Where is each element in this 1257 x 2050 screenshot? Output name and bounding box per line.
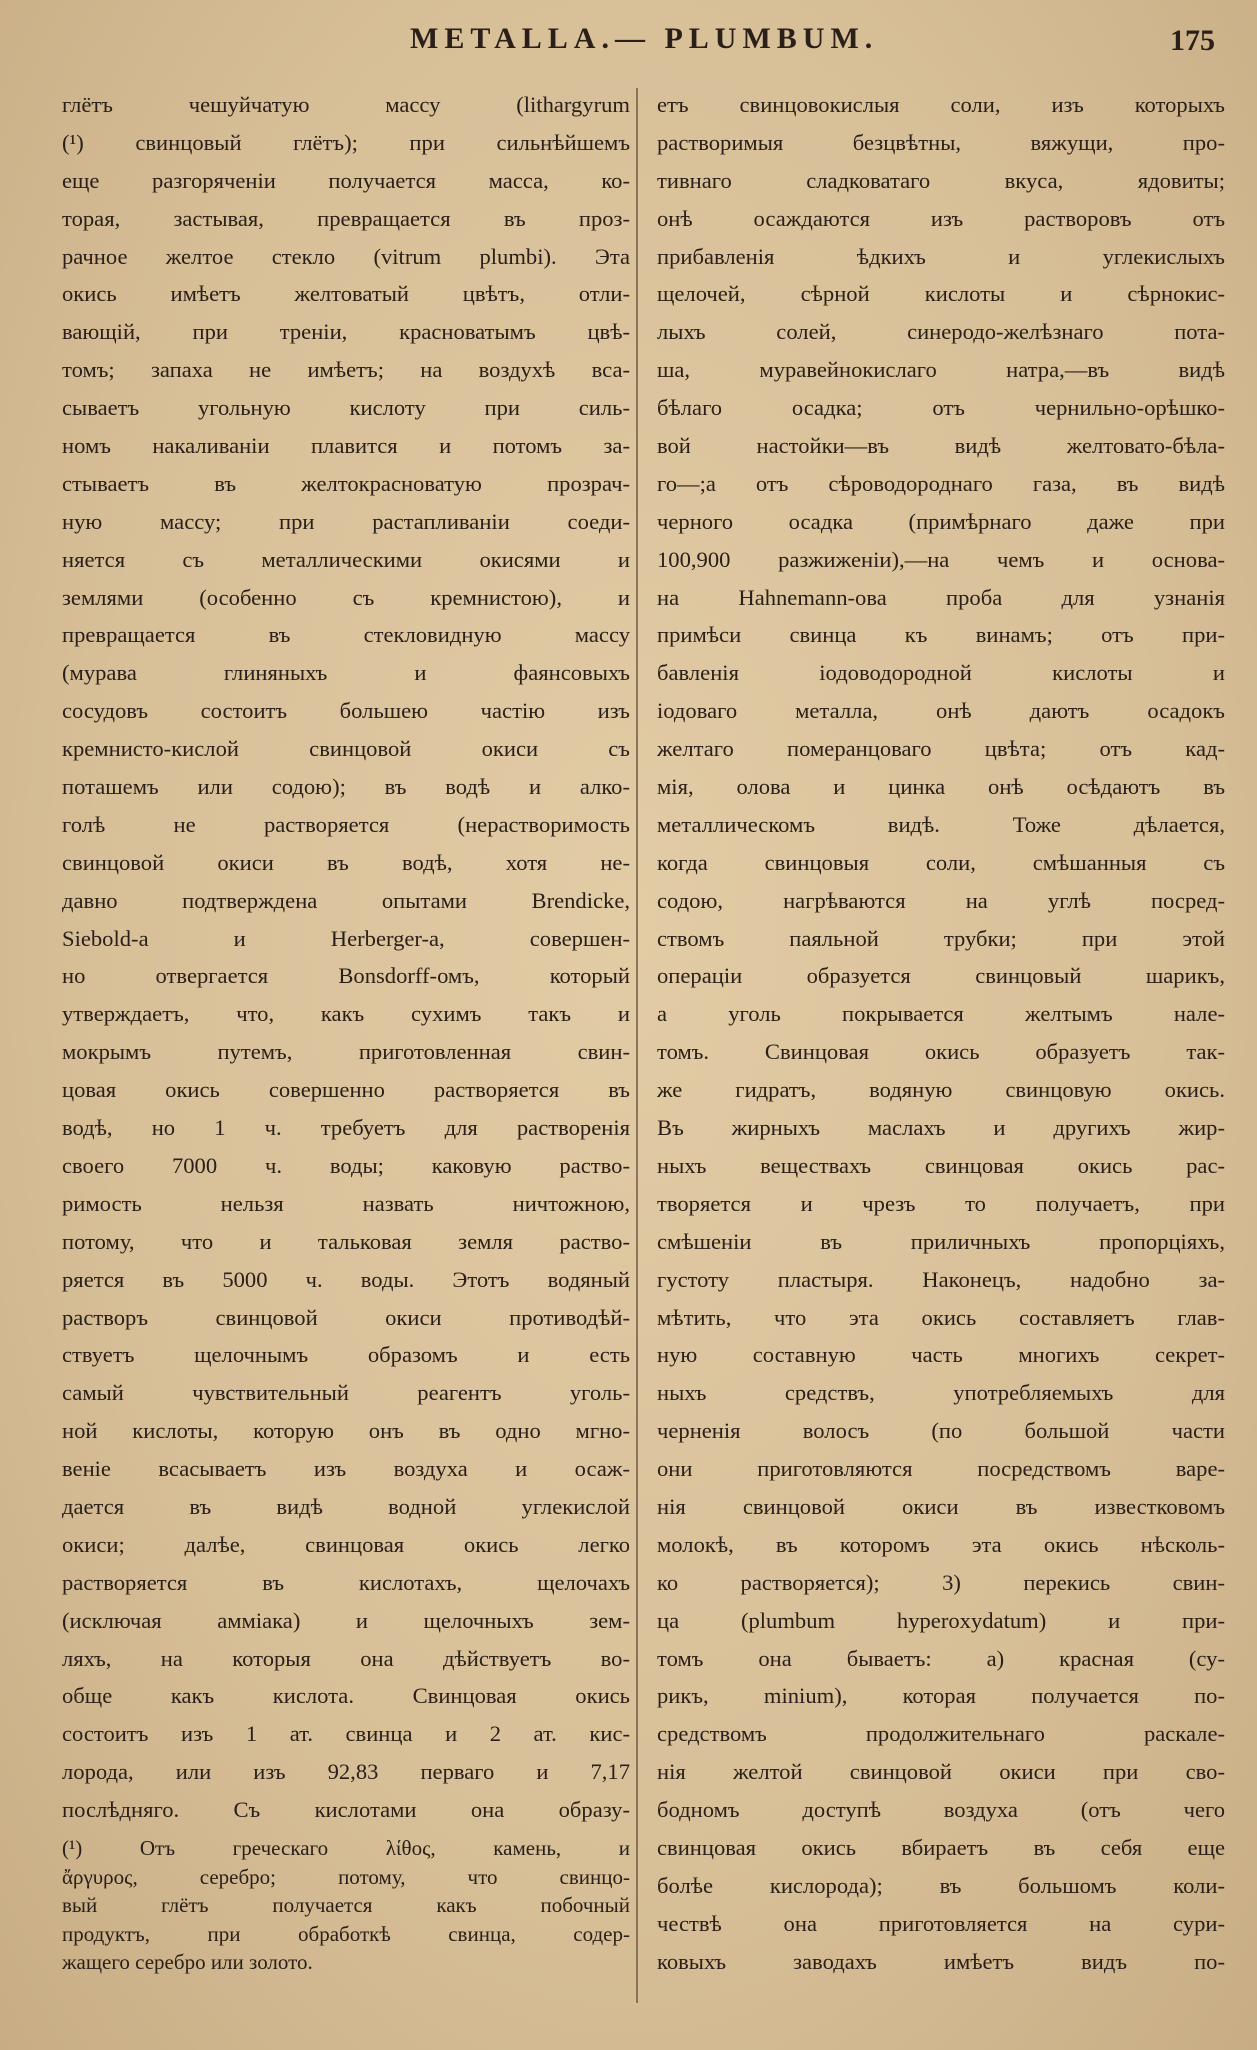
right-column-line: ныхъ средствъ, употребляемыхъ для <box>657 1380 1225 1406</box>
right-column-line: содою, нагрѣваются на углѣ посред- <box>657 887 1225 913</box>
left-column-line: кремнисто-кислой свинцовой окиси съ <box>62 736 630 762</box>
right-column-line: онѣ осаждаются изъ растворовъ отъ <box>657 205 1225 231</box>
right-column-line: ша, муравейнокислаго натра,—въ видѣ <box>657 357 1225 383</box>
left-column-line: водѣ, но 1 ч. требуетъ для растворенія <box>62 1115 630 1141</box>
left-column-line: землями (особенно съ кремнистою), и <box>62 584 630 610</box>
right-column-line: щелочей, сѣрной кислоты и сѣрнокис- <box>657 281 1225 307</box>
right-column-line: бѣлаго осадка; отъ чернильно-орѣшко- <box>657 395 1225 421</box>
right-column-line: на Hahnemann-ова проба для узнанія <box>657 584 1225 610</box>
right-column-line: ную составную часть многихъ секрет- <box>657 1342 1225 1368</box>
right-column-line: етъ свинцовокислыя соли, изъ которыхъ <box>657 92 1225 117</box>
right-column-line: го—;а отъ сѣроводороднаго газа, въ видѣ <box>657 470 1225 496</box>
left-column-line: сываетъ угольную кислоту при силь- <box>62 395 630 421</box>
left-column-line: поташемъ или содою); въ водѣ и алко- <box>62 774 630 800</box>
right-column-line: томъ. Свинцовая окись образуетъ так- <box>657 1039 1225 1065</box>
right-column-line: густоту пластыря. Наконецъ, надобно за- <box>657 1266 1225 1292</box>
left-column-line: Siebold-а и Herberger-а, совершен- <box>62 925 630 951</box>
left-column-line: свинцовой окиси въ водѣ, хотя не- <box>62 849 630 875</box>
footnote-line: продуктъ, при обработкѣ свинца, содер- <box>62 1921 630 1946</box>
right-column-line: вой настойки—въ видѣ желтовато-бѣла- <box>657 433 1225 459</box>
left-column-line: томъ; запаха не имѣетъ; на воздухѣ вса- <box>62 357 630 383</box>
left-column-line: няется съ металлическими окисями и <box>62 546 630 572</box>
right-column-line: ствомъ паяльной трубки; при этой <box>657 925 1225 951</box>
left-column-line: окись имѣетъ желтоватый цвѣтъ, отли- <box>62 281 630 307</box>
left-column-line: потому, что и тальковая земля раство- <box>62 1228 630 1254</box>
right-column-line: примѣси свинца къ винамъ; отъ при- <box>657 622 1225 648</box>
left-column-line: лорода, или изъ 92,83 перваго и 7,17 <box>62 1759 630 1785</box>
right-column-line: металлическомъ видѣ. Тоже дѣлается, <box>657 811 1225 837</box>
left-column-line: римость нельзя назвать ничтожною, <box>62 1190 630 1216</box>
left-column-line: цовая окись совершенно растворяется въ <box>62 1077 630 1103</box>
right-column-line: 100,900 разжиженіи),—на чемъ и основа- <box>657 546 1225 572</box>
left-column-line: состоитъ изъ 1 ат. свинца и 2 ат. кис- <box>62 1721 630 1747</box>
right-column-line: же гидратъ, водяную свинцовую окись. <box>657 1077 1225 1103</box>
footnote-line: (¹) Отъ греческаго λίθος, камень, и <box>62 1836 630 1860</box>
left-column-line: голѣ не растворяется (нерастворимость <box>62 811 630 837</box>
left-column-line: ряется въ 5000 ч. воды. Этотъ водяный <box>62 1266 630 1292</box>
footnote-line: вый глётъ получается какъ побочный <box>62 1893 630 1917</box>
left-column-line: но отвергается Bonsdorff-омъ, который <box>62 963 630 989</box>
right-column-line: средствомъ продолжительнаго раскале- <box>657 1721 1225 1747</box>
right-column-line: іодоваго металла, онѣ даютъ осадокъ <box>657 698 1225 724</box>
right-column-line: нія свинцовой окиси въ известковомъ <box>657 1493 1225 1519</box>
left-column-line: послѣдняго. Съ кислотами она образу- <box>62 1797 630 1823</box>
left-column-line: утверждаетъ, что, какъ сухимъ такъ и <box>62 1001 630 1027</box>
right-column-line: операціи образуется свинцовый шарикъ, <box>657 963 1225 989</box>
left-column-line: (мурава глиняныхъ и фаянсовыхъ <box>62 660 630 686</box>
left-column-line: номъ накаливаніи плавится и потомъ за- <box>62 433 630 459</box>
right-column <box>657 86 1225 1981</box>
right-column-line: ко растворяется); 3) перекись свин- <box>657 1569 1225 1595</box>
left-column-line: ной кислоты, которую онъ въ одно мгно- <box>62 1418 630 1444</box>
left-column-line: своего 7000 ч. воды; каковую раство- <box>62 1152 630 1178</box>
right-column-line: Въ жирныхъ маслахъ и другихъ жир- <box>657 1115 1225 1141</box>
right-column-line: бавленія іодоводородной кислоты и <box>657 660 1225 686</box>
running-head <box>0 22 1257 62</box>
left-column-line: (исключая амміака) и щелочныхъ зем- <box>62 1607 630 1633</box>
running-title: METALLA.— PLUMBUM. <box>410 22 879 55</box>
right-column-line: ковыхъ заводахъ имѣетъ видъ по- <box>657 1948 1225 1974</box>
right-column-line: молокѣ, въ которомъ эта окись нѣсколь- <box>657 1531 1225 1557</box>
right-column-line: лыхъ солей, синеродо-желѣзнаго пота- <box>657 319 1225 345</box>
left-column-line: ляхъ, на которыя она дѣйствуетъ во- <box>62 1645 630 1671</box>
right-column-line: когда свинцовыя соли, смѣшанныя съ <box>657 849 1225 875</box>
left-column-line: (¹) свинцовый глётъ); при сильнѣйшемъ <box>62 129 630 155</box>
left-column-line: мокрымъ путемъ, приготовленная свин- <box>62 1039 630 1065</box>
left-column-line: сосудовъ состоитъ большею частію изъ <box>62 698 630 724</box>
right-column-line: ныхъ веществахъ свинцовая окись рас- <box>657 1152 1225 1178</box>
footnote <box>62 1834 630 1977</box>
right-column-line: свинцовая окись вбираетъ въ себя еще <box>657 1834 1225 1860</box>
left-column-line: рачное желтое стекло (vitrum plumbi). Эта <box>62 243 630 269</box>
right-column-line: бодномъ доступѣ воздуха (отъ чего <box>657 1797 1225 1823</box>
right-column-line: болѣе кислорода); въ большомъ коли- <box>657 1872 1225 1898</box>
left-column-line: самый чувствительный реагентъ уголь- <box>62 1380 630 1406</box>
right-column-line: они приготовляются посредствомъ варе- <box>657 1456 1225 1482</box>
right-column-line: а уголь покрывается желтымъ нале- <box>657 1001 1225 1027</box>
left-column-line: окиси; далѣе, свинцовая окись легко <box>62 1531 630 1557</box>
left-column-line: растворяется въ кислотахъ, щелочахъ <box>62 1569 630 1595</box>
right-column-line: чествѣ она приготовляется на сури- <box>657 1910 1225 1936</box>
left-column-line: веніе всасываетъ изъ воздуха и осаж- <box>62 1456 630 1482</box>
left-column-line: дается въ видѣ водной углекислой <box>62 1493 630 1519</box>
right-column-line: томъ она бываетъ: а) красная (су- <box>657 1645 1225 1671</box>
left-column-line: глётъ чешуйчатую массу (lithargyrum <box>62 92 630 117</box>
footnote-line: ἄργυρος, серебро; потому, что свинцо- <box>62 1864 630 1889</box>
left-column-line: еще разгоряченіи получается масса, ко- <box>62 167 630 193</box>
right-column-line: нія желтой свинцовой окиси при сво- <box>657 1759 1225 1785</box>
right-column-line: рикъ, minium), которая получается по- <box>657 1683 1225 1709</box>
page-number: 175 <box>1170 24 1215 57</box>
left-column-line: обще какъ кислота. Свинцовая окись <box>62 1683 630 1709</box>
left-column-line: давно подтверждена опытами Brendicke, <box>62 887 630 913</box>
right-column-line: мѣтить, что эта окись составляетъ глав- <box>657 1304 1225 1330</box>
right-column-line: черного осадка (примѣрнаго даже при <box>657 508 1225 534</box>
left-column-line: торая, застывая, превращается въ проз- <box>62 205 630 231</box>
left-column-line: стываетъ въ желтокрасноватую прозрач- <box>62 470 630 496</box>
column-divider <box>636 88 638 2003</box>
right-column-line: желтаго померанцоваго цвѣта; отъ кад- <box>657 736 1225 762</box>
left-column-line: превращается въ стекловидную массу <box>62 622 630 648</box>
footnote-line: жащего серебро или золото. <box>62 1950 313 1974</box>
left-column-line: растворъ свинцовой окиси противодѣй- <box>62 1304 630 1330</box>
left-column-line: вающій, при треніи, красноватымъ цвѣ- <box>62 319 630 345</box>
right-column-line: прибавленія ѣдкихъ и углекислыхъ <box>657 243 1225 269</box>
right-column-line: творяется и чрезъ то получаетъ, при <box>657 1190 1225 1216</box>
right-column-line: черненія волосъ (по большой части <box>657 1418 1225 1444</box>
right-column-line: ца (plumbum hyperoxydatum) и при- <box>657 1607 1225 1633</box>
left-column-line: ствуетъ щелочнымъ образомъ и есть <box>62 1342 630 1368</box>
right-column-line: смѣшеніи въ приличныхъ пропорціяхъ, <box>657 1228 1225 1254</box>
right-column-line: тивнаго сладковатаго вкуса, ядовиты; <box>657 167 1225 193</box>
right-column-line: мія, олова и цинка онѣ осѣдаютъ въ <box>657 774 1225 800</box>
left-column-line: ную массу; при растапливаніи соеди- <box>62 508 630 534</box>
right-column-line: растворимыя безцвѣтны, вяжущи, про- <box>657 129 1225 155</box>
left-column <box>62 86 630 1829</box>
